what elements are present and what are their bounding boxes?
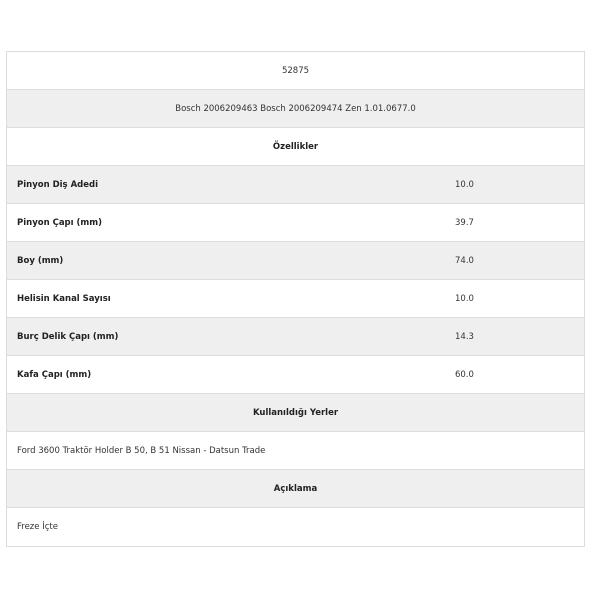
product-code-row <box>7 52 584 90</box>
spec-row <box>7 280 584 318</box>
product-spec-table <box>6 51 585 547</box>
spec-row <box>7 356 584 394</box>
description-text-row <box>7 508 584 546</box>
spec-value: 10.0 <box>455 293 474 304</box>
description-heading-row <box>7 470 584 508</box>
spec-value: 60.0 <box>455 369 474 380</box>
product-code: 52875 <box>281 65 310 76</box>
usage-heading-row <box>7 394 584 432</box>
spec-label: Burç Delik Çapı (mm) <box>17 331 119 342</box>
spec-value: 74.0 <box>455 255 474 266</box>
spec-label: Boy (mm) <box>17 255 64 266</box>
spec-label: Kafa Çapı (mm) <box>17 369 92 380</box>
spec-label: Pinyon Çapı (mm) <box>17 217 102 228</box>
spec-label: Helisin Kanal Sayısı <box>17 293 111 304</box>
spec-row <box>7 166 584 204</box>
spec-row <box>7 242 584 280</box>
spec-value: 10.0 <box>455 179 474 190</box>
spec-row <box>7 204 584 242</box>
usage-text: Ford 3600 Traktör Holder B 50, B 51 Nissan - Datsun Trade <box>17 445 266 456</box>
specs-heading: Özellikler <box>272 141 319 152</box>
spec-value: 39.7 <box>455 217 474 228</box>
reference-codes-row <box>7 90 584 128</box>
description-text: Freze İçte <box>17 522 58 532</box>
spec-label: Pinyon Diş Adedi <box>17 179 98 190</box>
usage-heading: Kullanıldığı Yerler <box>252 407 339 418</box>
spec-value: 14.3 <box>455 331 474 342</box>
spec-row <box>7 318 584 356</box>
usage-text-row <box>7 432 584 470</box>
description-heading: Açıklama <box>273 483 318 494</box>
specs-heading-row <box>7 128 584 166</box>
reference-codes: Bosch 2006209463 Bosch 2006209474 Zen 1.01.0677.0 <box>175 103 416 114</box>
